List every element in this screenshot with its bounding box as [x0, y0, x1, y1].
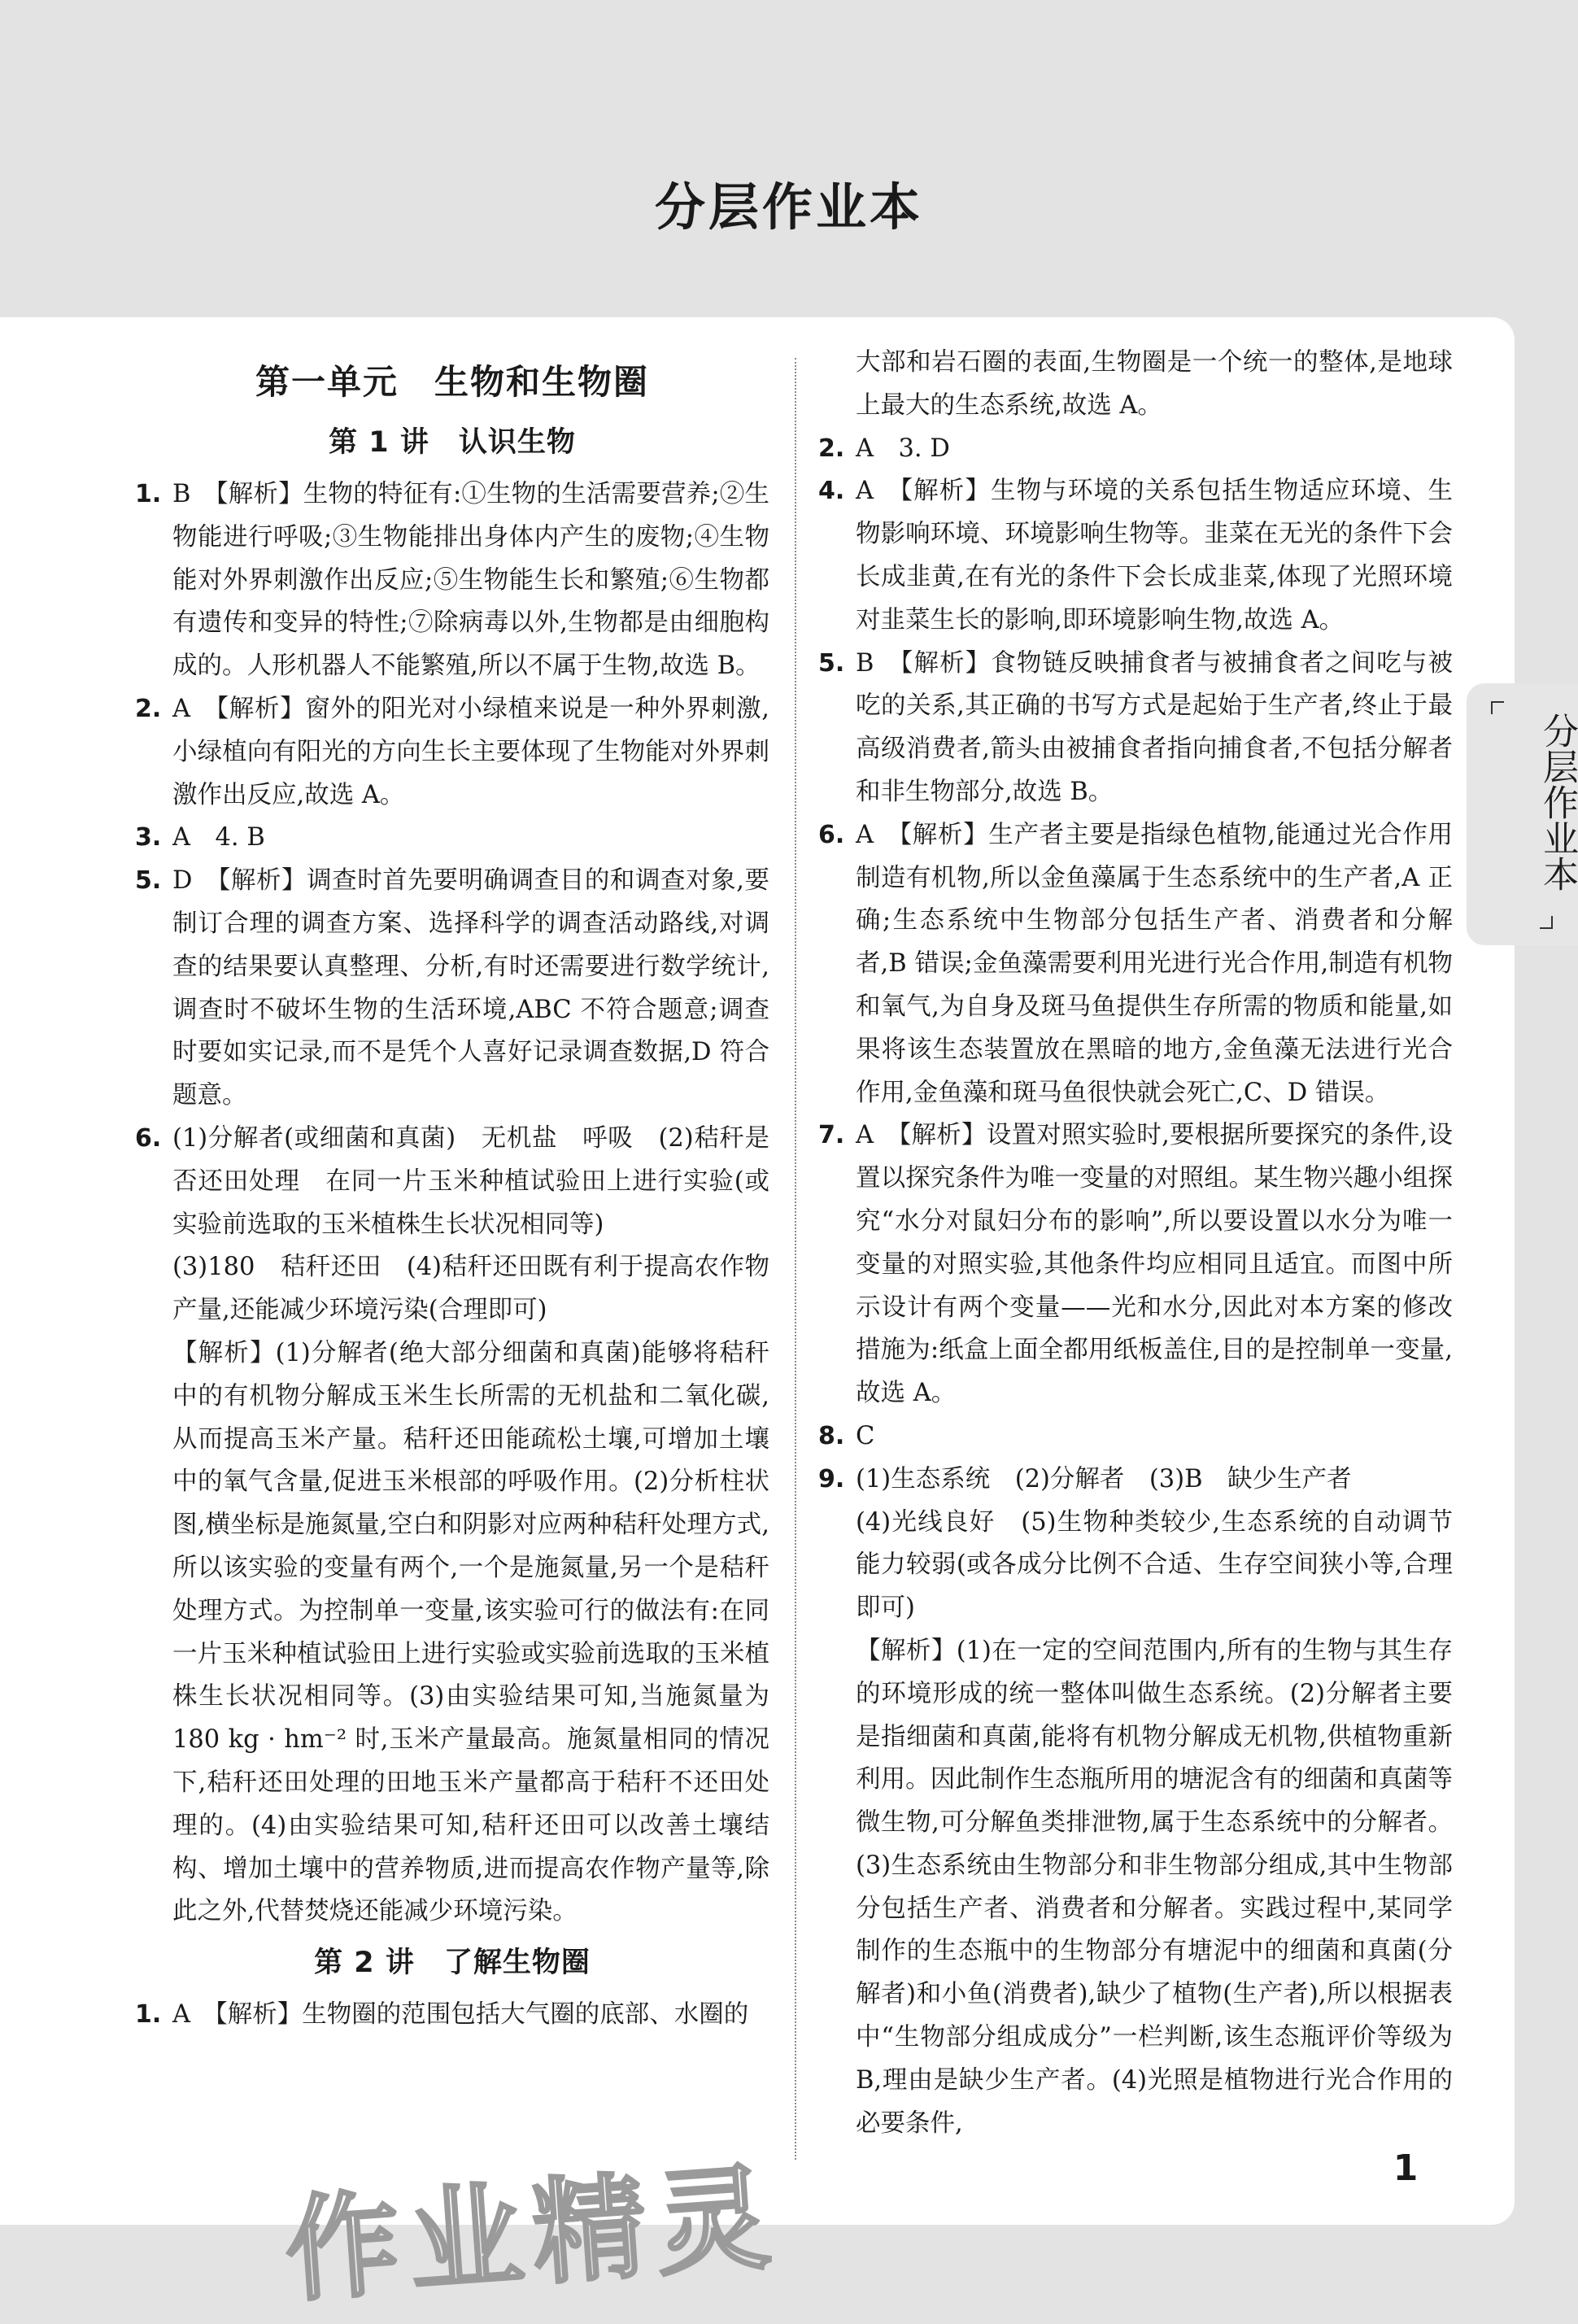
item-text: A 【解析】生物圈的范围包括大气圈的底部、水圈的 — [172, 2000, 749, 2030]
answer-item — [818, 470, 1453, 642]
item-analysis: 【解析】(1)在一定的空间范围内,所有的生物与其生存的环境形成的统一整体叫做生态系统。(2)分解者主要是指细菌和真菌,能将有机物分解成无机物,供植物重新利用。因此制作生态瓶所用的塘泥含有的细菌和真菌等微生物,可分解鱼类排泄物,属于生态系统中的分解者。(3)生态系统由生物部分和非生物部分组成,其中生物部分包括生产者、消费者和分解者。实践过程中,某同学制作的生态瓶中的生物部分有塘泥中的细菌和真菌(分解者)和小鱼(消费者),缺少了植物(生产者),所以根据表中“生物部分组成成分”一栏判断,该生态瓶评价等级为 B,理由是缺少生产者。(4)光照是植物进行光合作用的必要条件, — [856, 1636, 1453, 2138]
right-column — [818, 342, 1453, 2145]
answer-item — [818, 1114, 1453, 1415]
item-number: 1. — [135, 480, 162, 508]
corner-bracket-icon — [1491, 701, 1504, 714]
answer-item — [818, 814, 1453, 1115]
item-number: 1. — [135, 2000, 162, 2030]
item-answer: (1)分解者(或细菌和真菌) 无机盐 呼吸 (2)秸秆是否还田处理 在同一片玉米种植试验田上进行实验(或实验前选取的玉米植株生长状况相同等) — [172, 1123, 769, 1239]
item-text: A 4. B — [172, 823, 265, 852]
answer-item — [135, 473, 769, 688]
item-number: 3. — [135, 823, 162, 852]
answer-item — [135, 688, 769, 817]
item-text: B 【解析】生物的特征有:①生物的生活需要营养;②生物能进行呼吸;③生物能排出身体内产生的废物;④生物能对外界刺激作出反应;⑤生物能生长和繁殖;⑥生物都有遗传和变异的特性;⑦除病毒以外,生物都是由细胞构成的。人形机器人不能繁殖,所以不属于生物,故选 B。 — [172, 480, 769, 681]
answer-item — [135, 1994, 769, 2037]
answer-item — [135, 860, 769, 1118]
item-text: D 【解析】调查时首先要明确调查目的和调查对象,要制订合理的调查方案、选择科学的调查活动路线,对调查的结果要认真整理、分析,有时还需要进行数学统计,调查时不破坏生物的生活环境,ABC 不符合题意;调查时要如实记录,而不是凭个人喜好记录调查数据,D 符合题意。 — [172, 866, 769, 1110]
side-tab-label: 分层作业本 — [1537, 713, 1578, 892]
item-answer: (1)生态系统 (2)分解者 (3)B 缺少生产者 — [856, 1464, 1352, 1493]
item-number: 6. — [818, 820, 845, 849]
corner-bracket-icon — [1540, 916, 1553, 929]
item-number: 5. — [818, 648, 845, 678]
item-text: 大部和岩石圈的表面,生物圈是一个统一的整体,是地球上最大的生态系统,故选 A。 — [856, 348, 1453, 420]
item-answer: (4)光线良好 (5)生物种类较少,生态系统的自动调节能力较弱(或各成分比例不合适、生存空间狭小等,合理即可) — [856, 1507, 1453, 1623]
item-text: A 【解析】设置对照实验时,要根据所要探究的条件,设置以探究条件为唯一变量的对照组。某生物兴趣小组探究“水分对鼠妇分布的影响”,所以要设置以水分为唯一变量的对照实验,其他条件均应相同且适宜。而图中所示设计有两个变量——光和水分,因此对本方案的修改措施为:纸盒上面全都用纸板盖住,目的是控制单一变量,故选 A。 — [856, 1121, 1453, 1408]
item-text: A 【解析】生物与环境的关系包括生物适应环境、生物影响环境、环境影响生物等。韭菜在无光的条件下会长成韭黄,在有光的条件下会长成韭菜,体现了光照环境对韭菜生长的影响,即环境影响生物,故选 A。 — [856, 477, 1453, 634]
unit-title: 第一单元 生物和生物圈 — [255, 362, 649, 402]
item-text: A 3. D — [856, 434, 950, 463]
item-text: B 【解析】食物链反映捕食者与被捕食者之间吃与被吃的关系,其正确的书写方式是起始于生产者,终止于最高级消费者,箭头由被捕食者指向捕食者,不包括分解者和非生物部分,故选 B。 — [856, 648, 1453, 806]
page-number: 1 — [1393, 2147, 1419, 2189]
item-number: 2. — [818, 434, 845, 463]
page-header — [0, 0, 1578, 317]
item-number: 9. — [818, 1464, 845, 1493]
left-column — [135, 342, 769, 2037]
answer-item — [818, 428, 1453, 471]
answer-item — [135, 1118, 769, 1934]
item-text: A 【解析】生产者主要是指绿色植物,能通过光合作用制造有机物,所以金鱼藻属于生态系统中的生产者,A 正确;生态系统中生物部分包括生产者、消费者和分解者,B 错误;金鱼藻需要利用光进行光合作用,制造有机物和氧气,为自身及斑马鱼提供生存所需的物质和能量,如果将该生态装置放在黑暗的地方,金鱼藻无法进行光合作用,金鱼藻和斑马鱼很快就会死亡,C、D 错误。 — [856, 820, 1453, 1107]
column-divider — [795, 358, 796, 2160]
item-number: 6. — [135, 1123, 162, 1153]
watermark: 作业精灵 — [281, 2151, 784, 2318]
section-side-tab — [1467, 683, 1578, 945]
item-number: 5. — [135, 866, 162, 896]
answer-item — [818, 1458, 1453, 2146]
item-analysis: 【解析】(1)分解者(绝大部分细菌和真菌)能够将秸秆中的有机物分解成玉米生长所需的无机盐和二氧化碳,从而提高玉米产量。秸秆还田能疏松土壤,可增加土壤中的氧气含量,促进玉米根部的呼吸作用。(2)分析柱状图,横坐标是施氮量,空白和阴影对应两种秸秆处理方式,所以该实验的变量有两个,一个是施氮量,另一个是秸秆处理方式。为控制单一变量,该实验可行的做法有:在同一片玉米种植试验田上进行实验或实验前选取的玉米植株生长状况相同等。(3)由实验结果可知,当施氮量为 180 kg · hm⁻² 时,玉米产量最高。施氮量相同的情况下,秸秆还田处理的田地玉米产量都高于秸秆不还田处理的。(4)由实验结果可知,秸秆还田可以改善土壤结构、增加土壤中的营养物质,进而提高农作物产量等,除此之外,代替焚烧还能减少环境污染。 — [172, 1338, 769, 1926]
item-text: C — [856, 1421, 875, 1450]
item-number: 7. — [818, 1121, 845, 1150]
answer-item — [135, 817, 769, 860]
answer-item — [818, 1415, 1453, 1458]
item-answer: (3)180 秸秆还田 (4)秸秆还田既有利于提高农作物产量,还能减少环境污染(合理即可) — [172, 1253, 769, 1325]
item-text: A 【解析】窗外的阳光对小绿植来说是一种外界刺激,小绿植向有阳光的方向生长主要体现了生物能对外界刺激作出反应,故选 A。 — [172, 694, 769, 809]
answer-continuation — [856, 342, 1453, 428]
item-number: 8. — [818, 1421, 845, 1450]
lesson-title: 第 2 讲 了解生物圈 — [314, 1947, 591, 1980]
item-number: 4. — [818, 477, 845, 506]
answer-item — [818, 643, 1453, 814]
lesson-title: 第 1 讲 认识生物 — [329, 426, 576, 459]
item-number: 2. — [135, 694, 162, 723]
page-title: 分层作业本 — [654, 177, 923, 237]
